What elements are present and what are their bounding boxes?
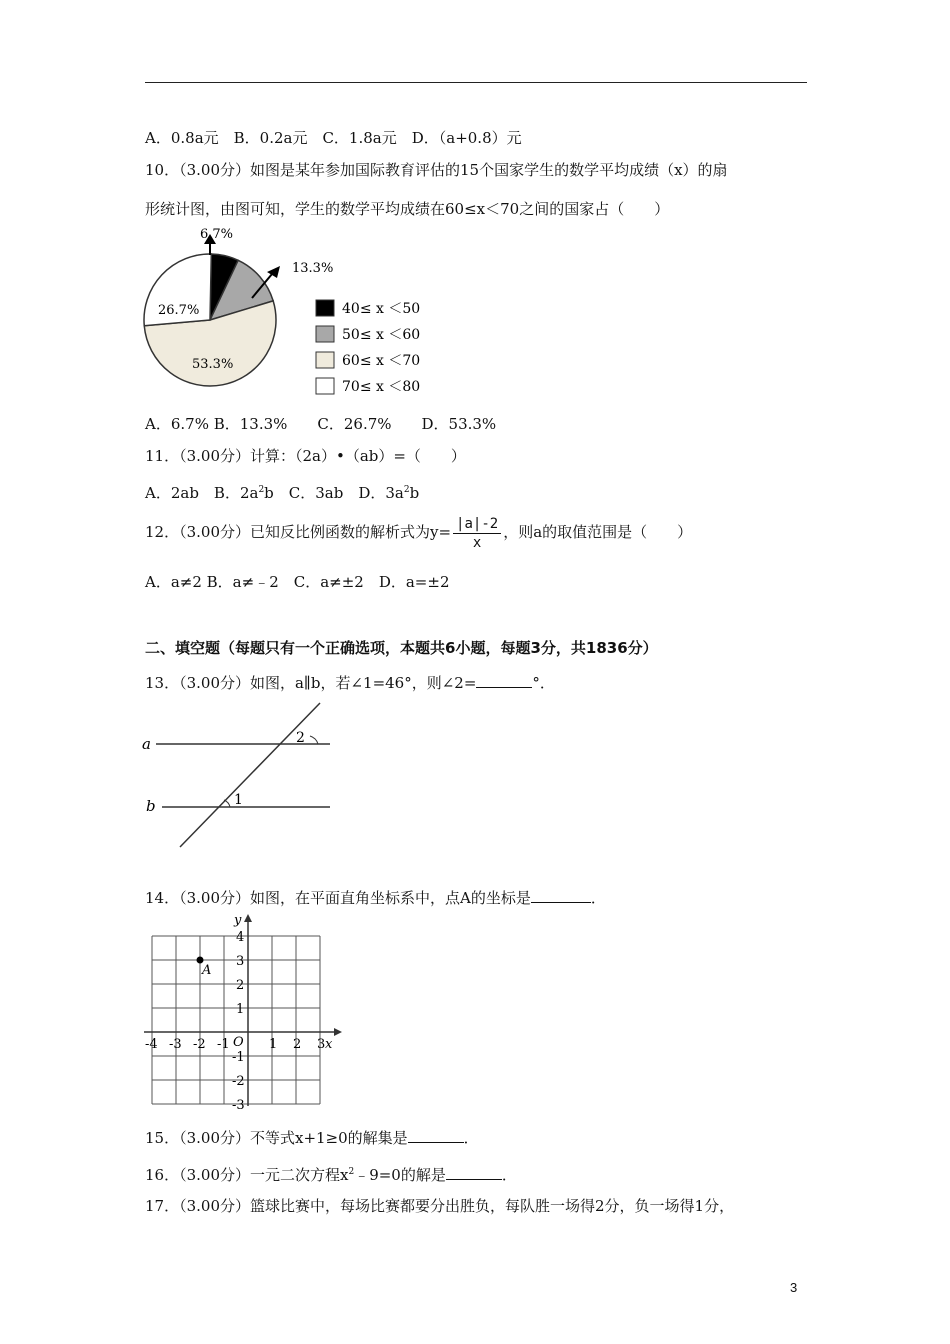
x-tick-label: 1 [269,1037,278,1052]
q11-opt-a: A．2ab B．2a [145,484,259,502]
q15-suffix: ． [463,1129,479,1147]
q10-text-line1: 10．（3.00分）如图是某年参加国际教育评估的15个国家学生的数学平均成绩（x）的扇 [145,161,728,179]
label-angle-2: 2 [296,730,305,746]
q15-question: 15．（3.00分）不等式x+1≥0的解集是 [145,1129,408,1147]
x-tick-label: -1 [217,1037,230,1052]
q14-answer-blank[interactable] [531,888,591,903]
angle-2-arc [310,736,318,744]
legend-swatch-60-70 [316,352,334,368]
q14-coordinate-grid [138,910,358,1115]
legend-swatch-50-60 [316,326,334,342]
q13-question: 13．（3.00分）如图，a∥b，若∠1=46°，则∠2= [145,674,477,692]
q14-question: 14．（3.00分）如图，在平面直角坐标系中，点A的坐标是 [145,889,531,907]
q12-fraction [453,515,501,552]
origin-label: O [233,1035,244,1050]
q12-prefix: 12．（3.00分）已知反比例函数的解析式为y= [145,523,452,541]
slice1-label: 6.7% [200,227,234,242]
slice3-label: 53.3% [192,357,234,372]
y-tick-label: -1 [232,1050,245,1065]
legend-label-50-60: 50≤ x ＜60 [342,327,421,343]
q16-rest: ﹣9=0的解是 [354,1166,446,1184]
x-tick-label: 2 [293,1037,302,1052]
q10-text-line2: 形统计图，由图可知，学生的数学平均成绩在60≤x＜70之间的国家占（ ） [145,200,670,218]
y-tick-label: -3 [232,1098,245,1113]
y-axis-arrow [244,914,252,922]
x-tick-label: -3 [169,1037,182,1052]
q11-options [145,480,419,503]
y-tick-label: 1 [236,1002,245,1017]
label-angle-1: 1 [234,792,243,808]
x-tick-label: -2 [193,1037,206,1052]
slice2-label: 13.3% [292,261,334,276]
q11-text: 11．（3.00分）计算：（2a）•（ab）=（ ） [145,447,466,465]
page-number: 3 [790,1280,798,1295]
x-axis-arrow [334,1028,342,1036]
q14-text [145,888,606,908]
q16-suffix: ． [501,1166,517,1184]
q15-answer-blank[interactable] [408,1128,464,1143]
point-a-label: A [202,963,212,978]
y-tick-label: 4 [236,930,245,945]
y-tick-label: -2 [232,1074,245,1089]
legend-swatch-70-80 [316,378,334,394]
section-2-heading: 二、填空题（每题只有一个正确选项，本题共6小题，每题3分，共1836分） [145,639,658,657]
q17-text: 17．（3.00分）篮球比赛中，每场比赛都要分出胜负，每队胜一场得2分，负一场得1分， [145,1197,735,1215]
header-rule [145,82,807,83]
q13-suffix: °． [532,674,555,692]
x-tick-label: 3 [317,1037,326,1052]
legend-label-40-50: 40≤ x ＜50 [342,301,421,317]
x-axis-label: x [325,1037,333,1052]
y-axis-label: y [234,913,242,928]
y-tick-label: 2 [236,978,245,993]
q16-text [145,1162,517,1185]
slice4-label: 26.7% [158,303,200,318]
q12-options: A．a≠2 B．a≠﹣2 C．a≠±2 D．a=±2 [145,573,450,591]
q14-suffix: ． [590,889,606,907]
q10-pie-chart [140,220,440,405]
q16-sup: 2 [348,1167,355,1177]
q15-text [145,1128,479,1148]
q10-options: A．6.7% B．13.3% C．26.7% D．53.3% [145,415,497,433]
q16-answer-blank[interactable] [446,1165,502,1180]
q13-figure [138,700,338,850]
q13-answer-blank[interactable] [476,673,532,688]
legend-label-60-70: 60≤ x ＜70 [342,353,421,369]
q13-text [145,673,555,693]
q12-denominator: x [472,534,482,551]
label-b: b [146,797,156,815]
label-a: a [142,735,151,753]
q9-options: A．0.8a元 B．0.2a元 C．1.8a元 D．（a+0.8）元 [145,129,522,147]
q11-opt-c: b [409,484,420,502]
y-tick-label: 3 [236,954,245,969]
q12-suffix: ，则a的取值范围是（ ） [503,523,693,541]
transversal [180,703,320,847]
q12-numerator: |a|-2 [453,515,501,534]
legend-swatch-40-50 [316,300,334,316]
legend-label-70-80: 70≤ x ＜80 [342,379,421,395]
q16-prefix: 16．（3.00分）一元二次方程x [145,1166,349,1184]
x-tick-label: -4 [145,1037,158,1052]
q11-opt-b: b C．3ab D．3a [264,484,404,502]
q12-text [145,512,692,552]
q11-sup-b: 2 [403,485,410,495]
q11-sup-a: 2 [258,485,265,495]
